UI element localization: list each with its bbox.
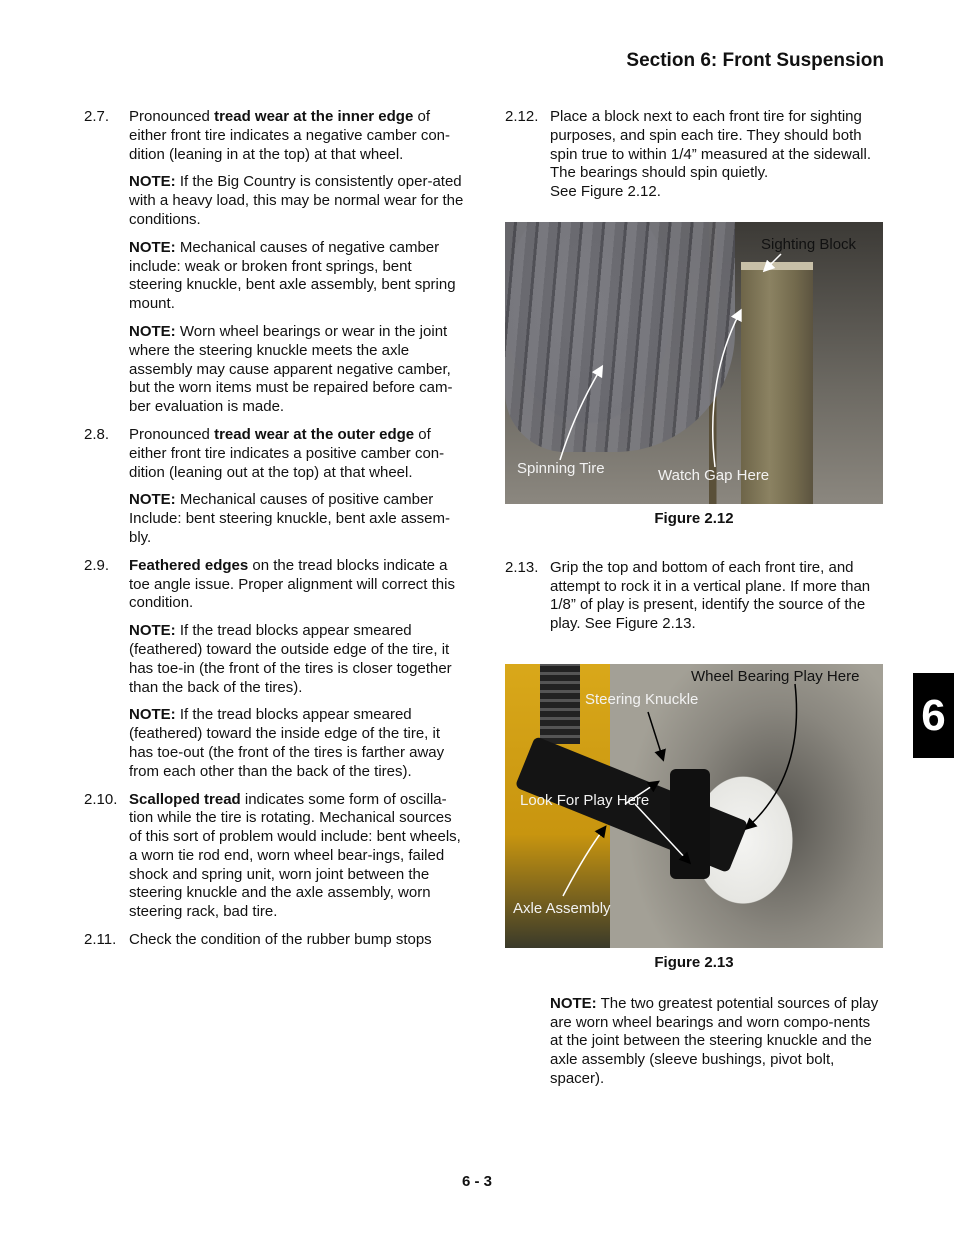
step-number: 2.13. (505, 558, 539, 576)
note (84, 491, 466, 547)
step-text-pre: Pronounced (129, 108, 215, 125)
note (84, 239, 466, 314)
step-text-bold: tread wear at the inner edge (214, 108, 414, 125)
step-text: Check the condition of the rubber bump stops (129, 931, 432, 949)
callout-arrows (505, 222, 883, 504)
callout-arrows (505, 664, 883, 948)
figure-2-12-photo (505, 222, 883, 504)
label-axle-assembly: Axle Assembly (513, 899, 611, 917)
note (84, 323, 466, 417)
chapter-tab: 6 (913, 673, 954, 758)
note-text: Worn wheel bearings or wear in the joint where the steering knuckle meets the axle assembly may cause apparent negative camber, but the worn items must be repaired before cam-ber evaluation is made. (129, 322, 453, 416)
note-text: Mechanical causes of negative camber include: weak or broken front springs, bent steering knuckle, bent axle assembly, bent spring mount. (129, 238, 456, 313)
note-label: NOTE: (129, 322, 176, 340)
step-2-13 (505, 559, 885, 634)
note-label: NOTE: (129, 622, 176, 640)
label-steering-knuckle: Steering Knuckle (585, 690, 699, 708)
step-number: 2.12. (505, 108, 539, 125)
figure-reference: See Figure 2.12. (550, 183, 661, 201)
step-text-bold: tread wear at the outer edge (214, 425, 415, 443)
note-label: NOTE: (129, 706, 176, 724)
note (84, 622, 466, 697)
step-number: 2.11. (84, 931, 117, 949)
step-text-post: on the tread blocks indicate a toe angle issue. Proper alignment will correct this condition. (129, 556, 455, 612)
note-label: NOTE: (129, 491, 176, 509)
step-number: 2.8. (84, 425, 110, 443)
left-column (84, 108, 466, 959)
step-2-8 (84, 426, 466, 482)
step-text: Place a block next to each front tire for sighting purposes, and spin each tire. They should both spin true to within 1/4” measured at the sidewall. The bearings should spin quietly. (550, 108, 871, 182)
note (505, 995, 885, 1089)
note-text: The two greatest potential sources of play are worn wheel bearings and worn compo-nents at the joint between the steering knuckle and the axle assembly (sleeve bushings, pivot bolt, spacer). (550, 994, 879, 1087)
step-2-11 (84, 931, 466, 950)
step-text-bold: Scalloped tread (129, 790, 241, 808)
step-text-post: indicates some form of oscilla-tion while the tire is rotating. Mechanical sources of this sort of problem would include: bent wheels, a worn tie rod end, worn wheel bear-ings, failed shock and spring unit, worn joint between the steering knuckle and the axle assembly, worn steering rack, bad tire. (129, 790, 461, 921)
step-2-12 (505, 108, 885, 202)
step-2-7 (84, 108, 466, 164)
note-text: If the Big Country is consistently oper-ated with a heavy load, this may be normal wear for the conditions. (129, 173, 464, 228)
step-number: 2.9. (84, 556, 110, 574)
note-text: If the tread blocks appear smeared (feathered) toward the inside edge of the tire, it has toe-out (the front of the tires is farther away from each other than the back of the tires). (129, 706, 445, 780)
note (84, 706, 466, 781)
step-number: 2.10. (84, 790, 118, 808)
note-label: NOTE: (129, 238, 176, 256)
step-text-post: of either front tire indicates a positive camber con-dition (leaning out at the top) at that wheel. (129, 425, 445, 481)
note-text: If the tread blocks appear smeared (feathered) toward the outside edge of the tire, it has toe-in (the front of the tires is closer together than the back of the tires). (129, 622, 452, 696)
label-wheel-bearing: Wheel Bearing Play Here (691, 667, 860, 685)
figure-2-13-photo (505, 664, 883, 948)
step-text-post: of either front tire indicates a negative camber con-dition (leaning in at the top) at that wheel. (129, 108, 450, 163)
note-text: Mechanical causes of positive camber Include: bent steering knuckle, bent axle assem-bly. (129, 491, 451, 546)
step-2-10 (84, 791, 466, 923)
step-text-bold: Feathered edges (129, 556, 249, 574)
figure-2-12-caption: Figure 2.12 (654, 509, 734, 527)
note-label: NOTE: (550, 994, 597, 1012)
page-number: 6 - 3 (461, 1173, 492, 1190)
label-watch-gap: Watch Gap Here (658, 466, 770, 484)
label-spinning-tire: Spinning Tire (517, 459, 605, 477)
figure-2-13-caption: Figure 2.13 (654, 953, 734, 971)
note (84, 173, 466, 229)
label-look-for-play: Look For Play Here (520, 791, 650, 809)
section-title: Section 6: Front Suspension (626, 50, 884, 71)
label-sighting-block: Sighting Block (761, 235, 857, 253)
step-text-pre: Pronounced (129, 425, 215, 443)
right-column (505, 108, 885, 1098)
note-label: NOTE: (129, 173, 176, 191)
step-2-9 (84, 557, 466, 613)
step-number: 2.7. (84, 108, 110, 125)
step-text: Grip the top and bottom of each front tire, and attempt to rock it in a vertical plane. If more than 1/8” of play is present, identify the source of the play. See Figure 2.13. (550, 558, 871, 633)
